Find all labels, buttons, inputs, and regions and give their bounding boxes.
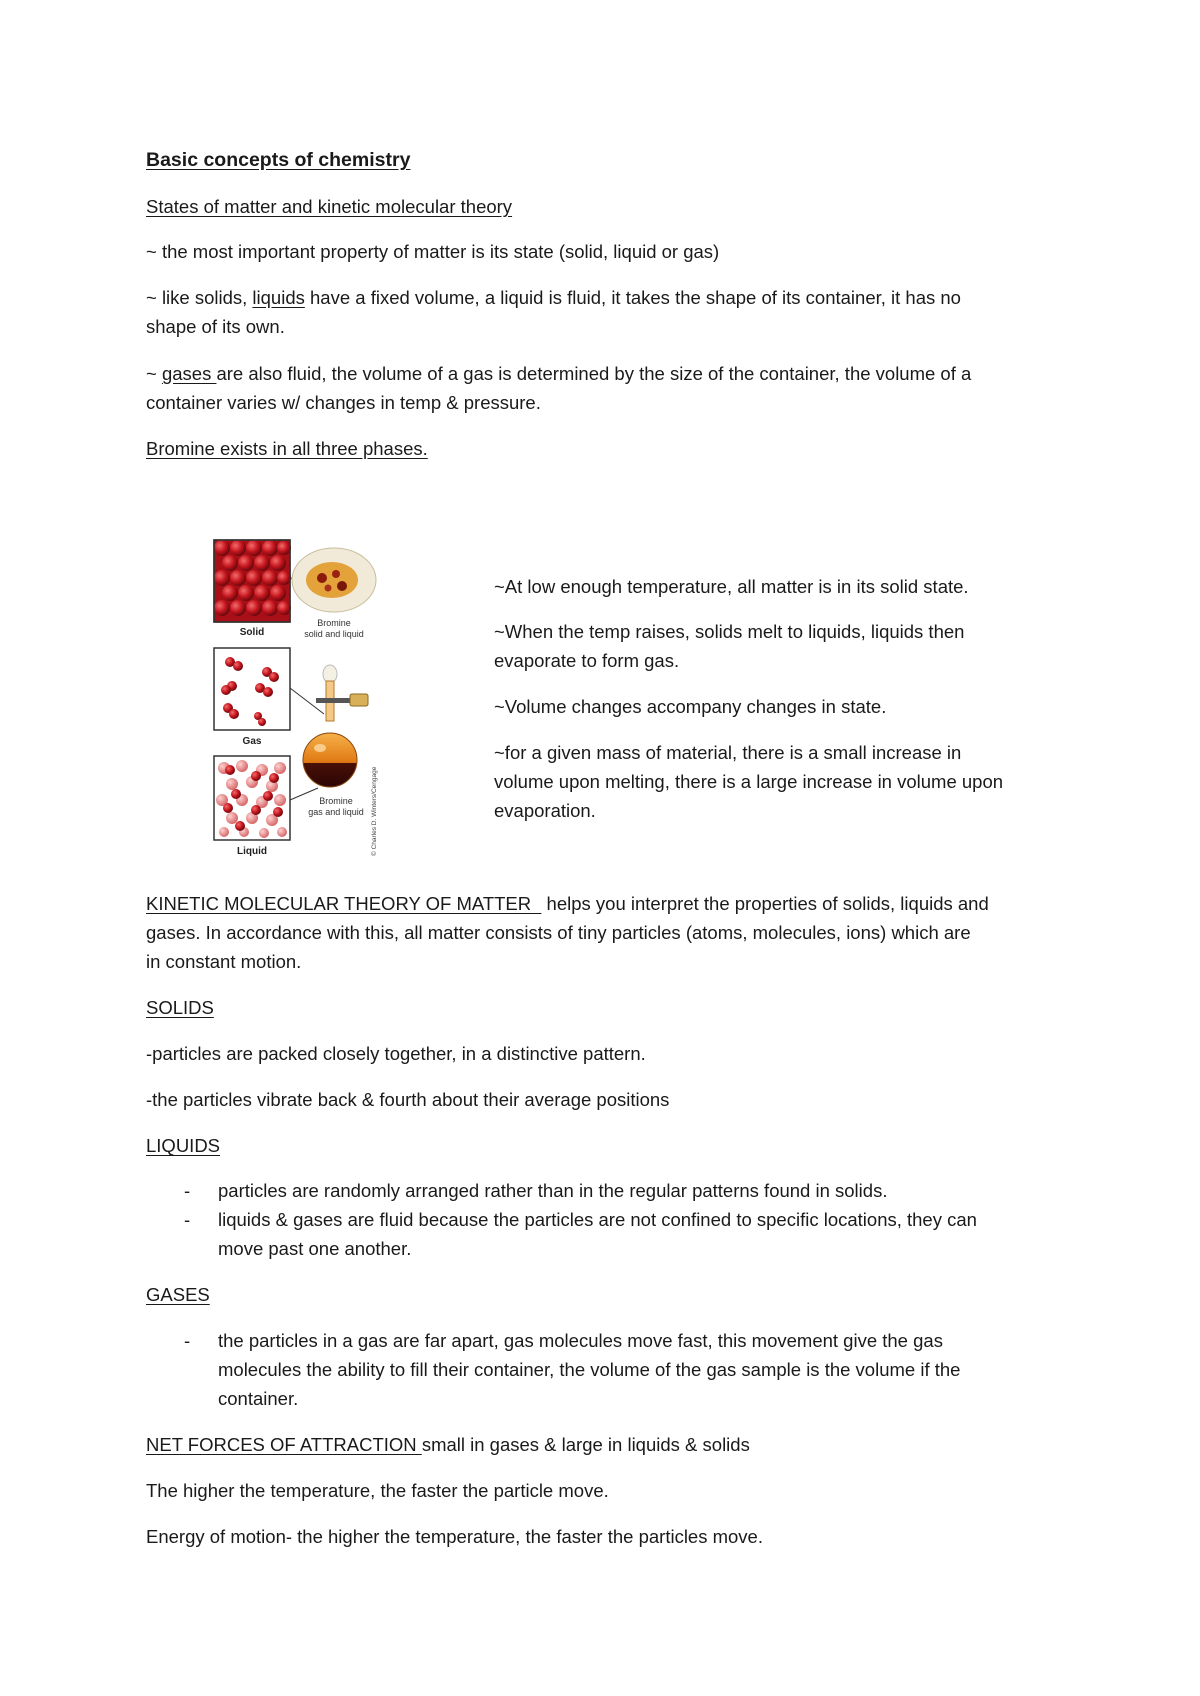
side-note-melting-line2: evaporate to form gas. [494, 650, 680, 671]
label-bromine-gas-1: Bromine [319, 796, 353, 806]
solids-heading: SOLIDS [146, 997, 214, 1018]
paragraph-gases-line1 [146, 359, 971, 388]
bromine-dish [290, 548, 376, 612]
paragraph-liquids-line1 [146, 283, 961, 312]
liquids-bullet1: particles are randomly arranged rather than in the regular patterns found in solids. [218, 1180, 888, 1201]
text-rest: small in gases & large in liquids & solids [421, 1434, 750, 1455]
label-gas: Gas [242, 736, 262, 747]
bromine-flask [290, 665, 368, 800]
side-note-mass-line3: evaporation. [494, 800, 596, 821]
kmt-paragraph-line3: in constant motion. [146, 951, 302, 972]
label-bromine-gas-2: gas and liquid [308, 807, 364, 817]
liquids-heading: LIQUIDS [146, 1135, 221, 1156]
gas-particles-box [214, 648, 290, 730]
liquids-bullet2-line2: move past one another. [218, 1238, 412, 1259]
section-subtitle: States of matter and kinetic molecular theory [146, 196, 513, 217]
label-bromine-solid-2: solid and liquid [304, 629, 364, 639]
paragraph-energy-of-motion: Energy of motion- the higher the temperature, the faster the particles move. [146, 1526, 763, 1547]
side-note-solid-state: ~At low enough temperature, all matter is in its solid state. [494, 576, 969, 597]
text-rest: have a fixed volume, a liquid is fluid, it takes the shape of its container, it has no [304, 287, 961, 308]
liquids-bullet2-line1: liquids & gases are fluid because the particles are not confined to specific locations, they can [218, 1209, 977, 1230]
liquid-particles-box [214, 756, 290, 840]
text-rest: helps you interpret the properties of solids, liquids and [541, 893, 989, 914]
bromine-phases-illustration [212, 538, 388, 858]
side-note-volume-changes: ~Volume changes accompany changes in state. [494, 696, 887, 717]
side-note-mass-line1: ~for a given mass of material, there is a small increase in [494, 742, 962, 763]
label-bromine-solid-1: Bromine [317, 618, 351, 628]
bullet-dash: - [184, 1209, 191, 1230]
paragraph-state-property: ~ the most important property of matter is its state (solid, liquid or gas) [146, 241, 720, 262]
paragraph-gases-line2: container varies w/ changes in temp & pressure. [146, 392, 541, 413]
gases-bullet1-line3: container. [218, 1388, 299, 1409]
gases-heading: GASES [146, 1284, 210, 1305]
text-rest: are also fluid, the volume of a gas is determined by the size of the container, the volume of a [216, 363, 972, 384]
solid-lattice-box [214, 540, 291, 622]
kmt-paragraph-line2: gases. In accordance with this, all matter consists of tiny particles (atoms, molecules, ions) which are [146, 922, 971, 943]
paragraph-liquids-line2: shape of its own. [146, 316, 285, 337]
kmt-paragraph-line1 [146, 889, 989, 918]
bromine-heading: Bromine exists in all three phases. [146, 438, 428, 459]
net-forces-heading: NET FORCES OF ATTRACTION [146, 1434, 422, 1455]
keyword-gases: gases [161, 363, 217, 384]
bromine-phases-figure [212, 538, 388, 858]
text-prefix: ~ like solids, [146, 287, 253, 308]
doc-title: Basic concepts of chemistry [146, 149, 411, 171]
keyword-liquids: liquids [252, 287, 305, 308]
photo-credit: © Charles D. Winters/Cengage [371, 766, 378, 856]
label-liquid: Liquid [237, 846, 267, 857]
side-note-melting-line1: ~When the temp raises, solids melt to liquids, liquids then [494, 621, 965, 642]
side-note-mass-line2: volume upon melting, there is a large increase in volume upon [494, 771, 1004, 792]
bullet-dash: - [184, 1330, 191, 1351]
gases-bullet1-line2: molecules the ability to fill their container, the volume of the gas sample is the volume if the [218, 1359, 961, 1380]
gases-bullet1-line1: the particles in a gas are far apart, gas molecules move fast, this movement give the gas [218, 1330, 943, 1351]
net-forces-paragraph [146, 1430, 750, 1459]
bullet-dash: - [184, 1180, 191, 1201]
solids-line1: -particles are packed closely together, in a distinctive pattern. [146, 1043, 646, 1064]
kmt-heading: KINETIC MOLECULAR THEORY OF MATTER [146, 893, 542, 914]
label-solid: Solid [239, 627, 265, 638]
paragraph-higher-temperature: The higher the temperature, the faster the particle move. [146, 1480, 609, 1501]
solids-line2: -the particles vibrate back & fourth about their average positions [146, 1089, 670, 1110]
text-prefix: ~ [146, 363, 162, 384]
